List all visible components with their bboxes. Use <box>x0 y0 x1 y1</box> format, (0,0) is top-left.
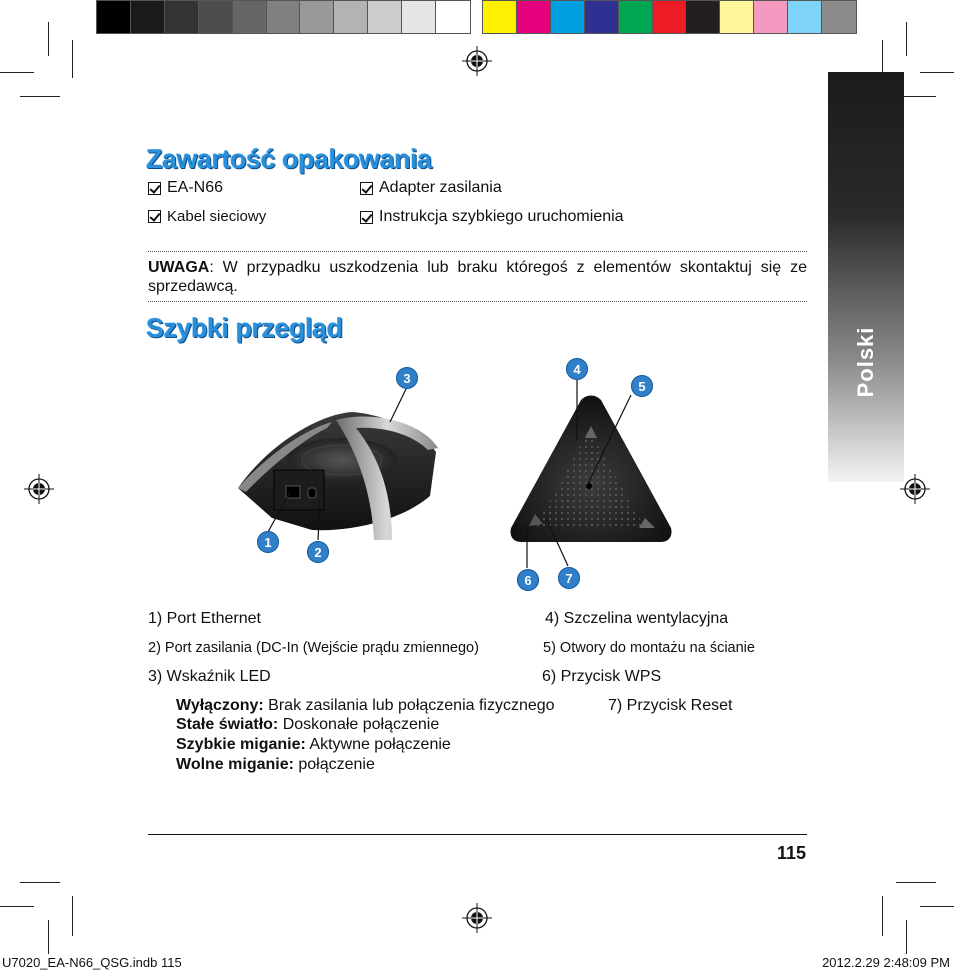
callout-badge: 2 <box>307 541 329 563</box>
led-state-text: Doskonałe połączenie <box>278 716 440 733</box>
legend-item: 1) Port Ethernet <box>148 610 261 627</box>
led-state-text: Aktywne połączenie <box>305 736 451 753</box>
note-text: : W przypadku uszkodzenia lub braku któregoś z elementów skontaktuj się ze sprzedawcą. <box>148 259 807 295</box>
checklist-item-label: Instrukcja szybkiego uruchomienia <box>379 208 624 225</box>
footer-rule <box>148 834 807 835</box>
page-number: 115 <box>776 843 806 863</box>
led-state-line <box>176 697 555 715</box>
callout-badge: 1 <box>257 531 279 553</box>
led-state-line <box>176 716 439 734</box>
led-state-text: Brak zasilania lub połączenia fizycznego <box>263 697 555 714</box>
led-state-line <box>176 736 451 754</box>
callout-badge: 3 <box>396 367 418 389</box>
quick-overview-heading: Szybki przegląd <box>146 313 343 343</box>
package-contents-heading: Zawartość opakowania <box>146 144 432 174</box>
legend-item: 5) Otwory do montażu na ścianie <box>543 640 755 656</box>
callout-badge: 4 <box>566 358 588 380</box>
legend-item: 3) Wskaźnik LED <box>148 668 271 685</box>
led-state-line <box>176 756 375 774</box>
slug-file-info: U7020_EA-N66_QSG.indb 115 <box>2 955 182 970</box>
led-state-text: połączenie <box>293 756 375 773</box>
checklist-item-label: Adapter zasilania <box>379 179 502 196</box>
callout-badge: 6 <box>517 569 539 591</box>
led-state-label: Wolne miganie: <box>176 756 294 773</box>
led-state-label: Wyłączony: <box>176 697 264 714</box>
callout-badge: 5 <box>631 375 653 397</box>
language-label: Polski <box>853 326 878 398</box>
note-label: UWAGA <box>148 259 210 276</box>
checklist-item-label: EA-N66 <box>167 179 224 196</box>
led-state-label: Szybkie miganie: <box>176 736 306 753</box>
legend-item: 2) Port zasilania (DC-In (Wejście prądu zmiennego) <box>148 640 479 656</box>
legend-item: 4) Szczelina wentylacyjna <box>545 610 729 627</box>
callout-badge: 7 <box>558 567 580 589</box>
slug-timestamp: 2012.2.29 2:48:09 PM <box>822 955 950 970</box>
legend-item: 7) Przycisk Reset <box>608 697 733 714</box>
legend-item: 6) Przycisk WPS <box>542 668 662 685</box>
led-state-label: Stałe światło: <box>176 716 279 733</box>
checklist-item-label: Kabel sieciowy <box>167 208 267 225</box>
